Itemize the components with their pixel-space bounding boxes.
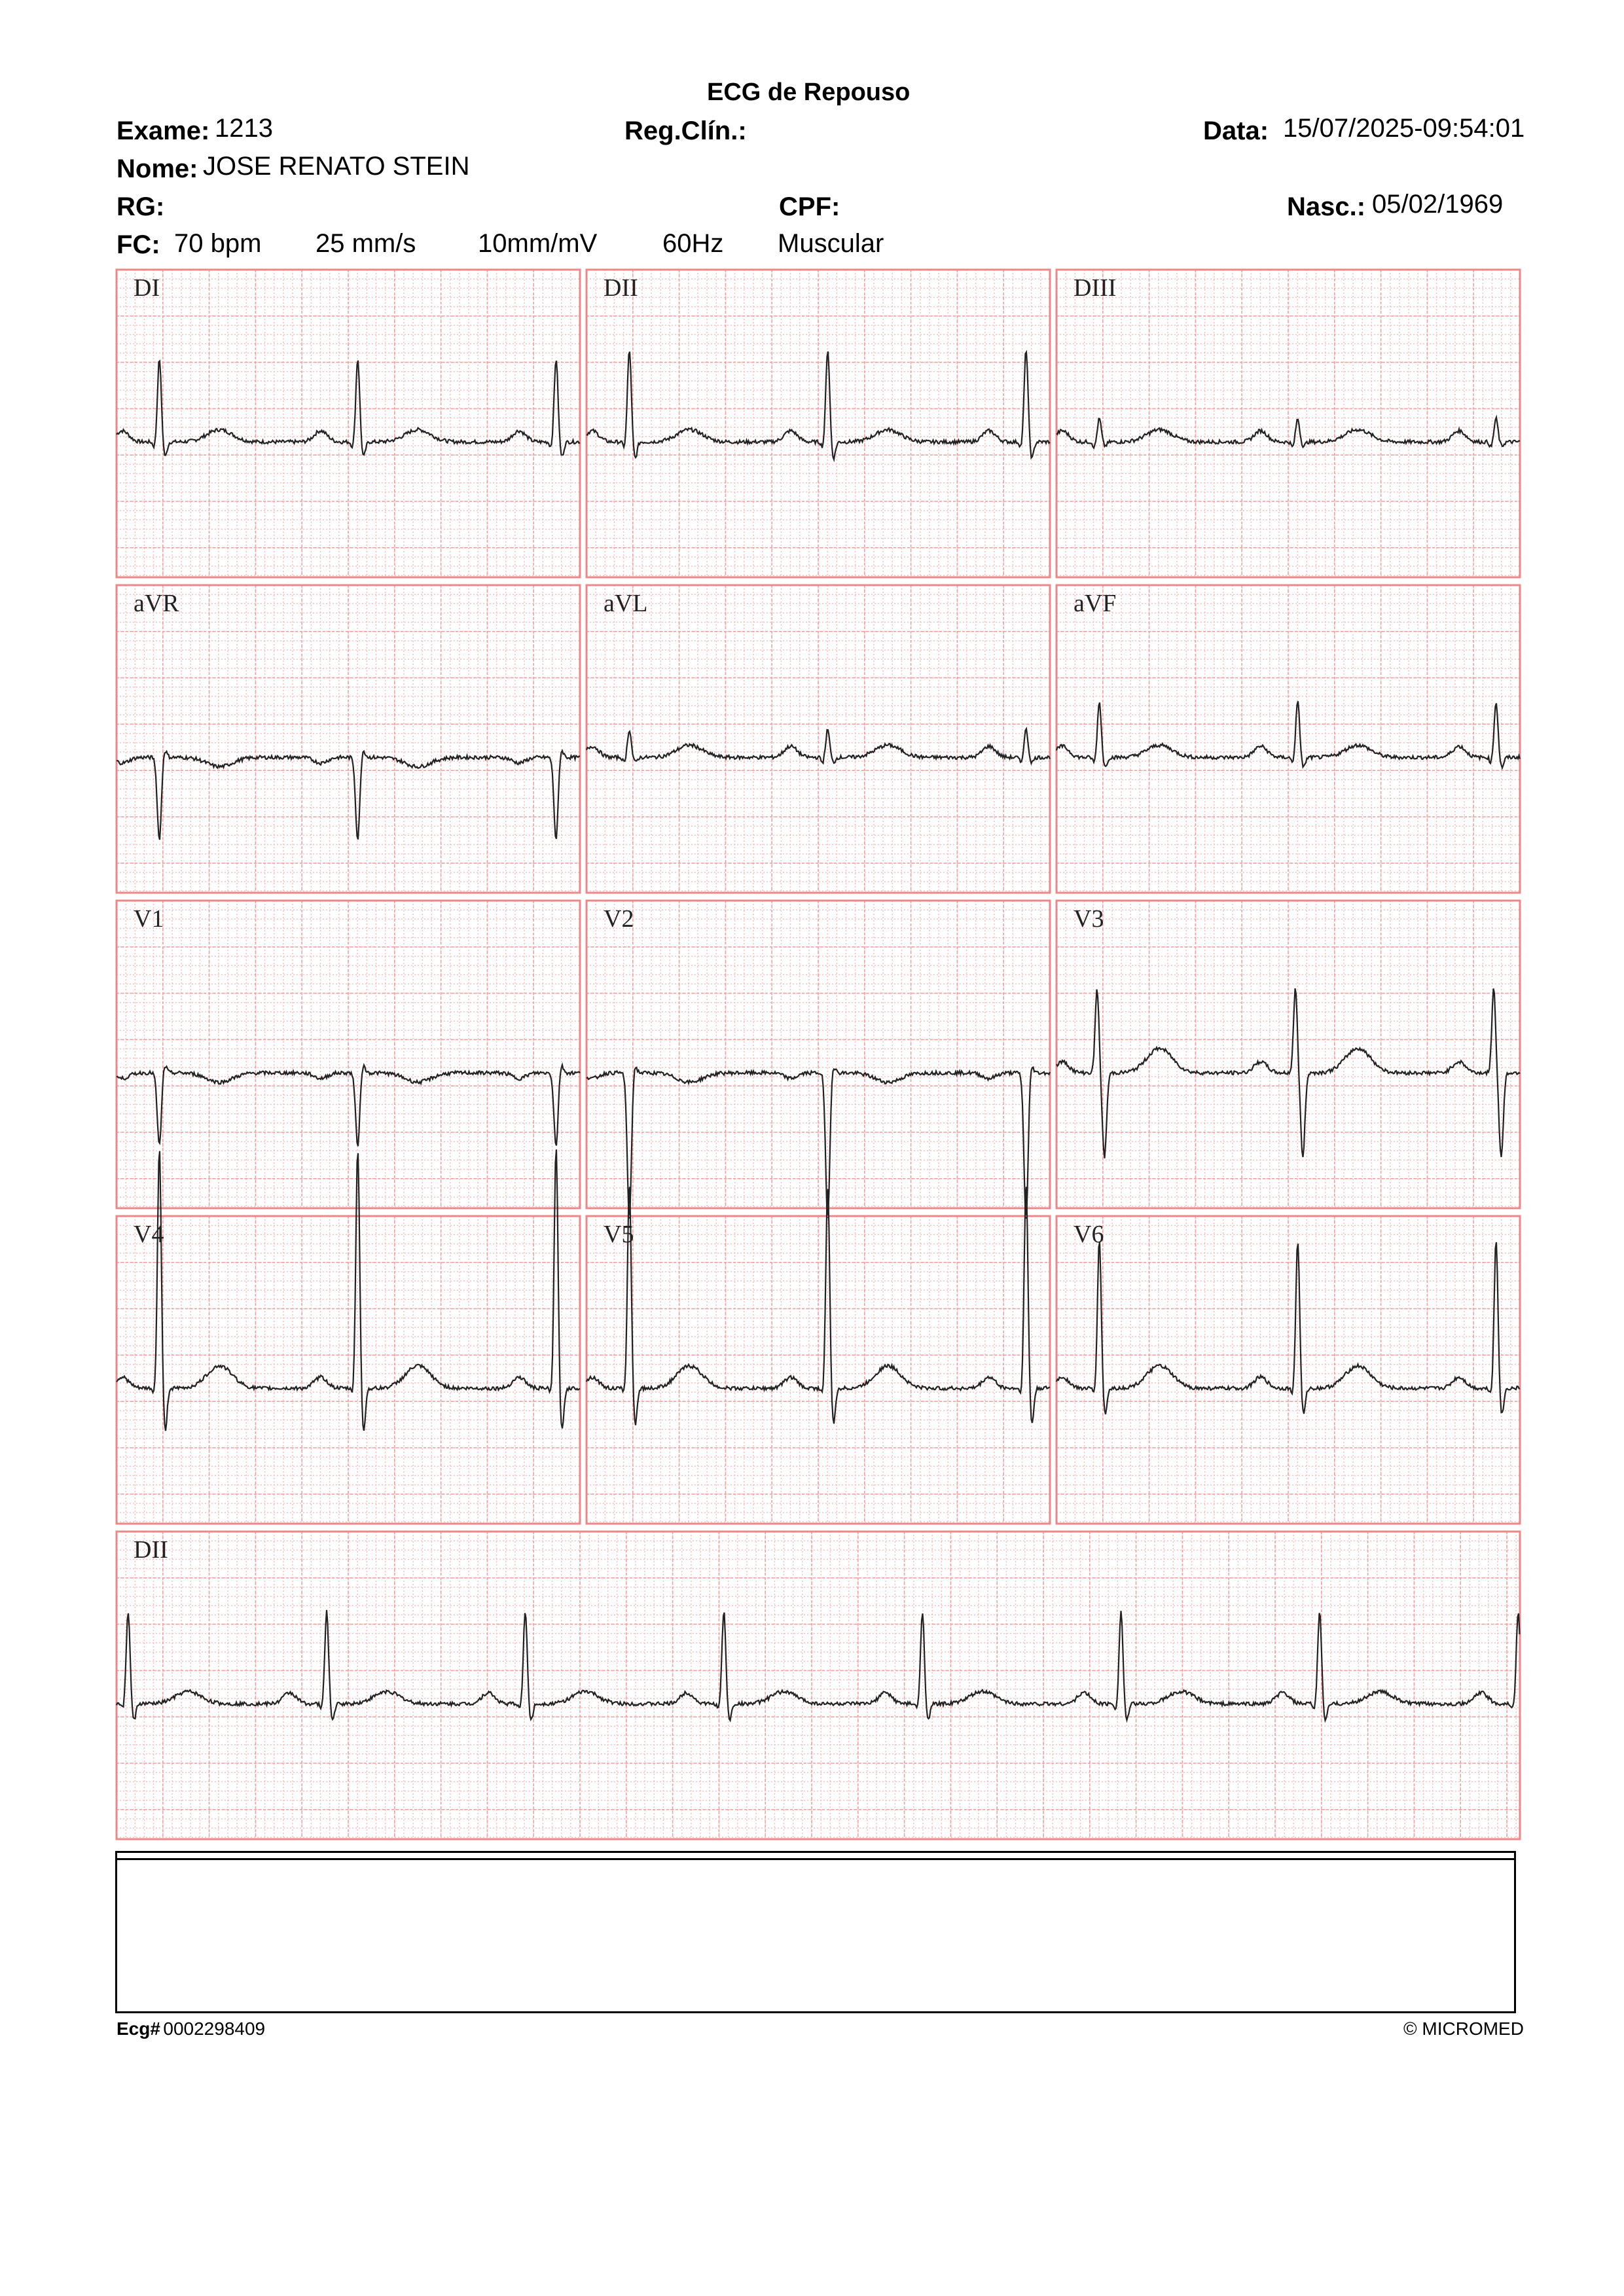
lead-panel-di [117, 270, 580, 577]
ecg-number [117, 2018, 265, 2039]
lead-label-v6: V6 [1074, 1221, 1104, 1248]
rhythm-strip-panel [117, 1532, 1520, 1839]
lead-label-v2: V2 [604, 905, 634, 933]
lead-label-rhythm: DII [134, 1536, 168, 1564]
lead-panel-v1 [117, 901, 580, 1208]
ecg-number-label: Ecg# [117, 2018, 160, 2039]
report-title: ECG de Repouso [707, 79, 911, 106]
ecg-number-value: 0002298409 [163, 2018, 266, 2039]
filter-type-value: Muscular [778, 229, 884, 258]
lead-label-avr: aVR [134, 590, 179, 617]
speed-value: 25 mm/s [316, 229, 416, 258]
copyright: © MICROMED [1403, 2018, 1524, 2039]
fc-label: FC: [117, 230, 160, 259]
lead-label-dii: DII [604, 274, 638, 302]
data-value: 15/07/2025-09:54:01 [1283, 114, 1525, 143]
lead-panel-v3 [1056, 901, 1520, 1208]
nome-value: JOSE RENATO STEIN [203, 152, 470, 181]
gain-value: 10mm/mV [478, 229, 598, 258]
lead-panel-v2 [586, 901, 1050, 1219]
regclin-label: Reg.Clín.: [624, 117, 747, 145]
exame-label: Exame: [117, 117, 210, 145]
lead-label-diii: DIII [1074, 274, 1117, 302]
comments-box-top-line [115, 1851, 1516, 1860]
lead-panel-v6 [1056, 1216, 1520, 1524]
lead-label-v1: V1 [134, 905, 164, 933]
lead-panel-avr [117, 585, 580, 893]
trace-rhythm-dii [117, 1610, 1520, 1721]
lead-label-di: DI [134, 274, 160, 302]
rg-label: RG: [117, 192, 165, 221]
nasc-value: 05/02/1969 [1372, 190, 1504, 219]
fc-value: 70 bpm [174, 229, 262, 258]
comments-box [115, 1851, 1516, 2013]
cpf-label: CPF: [779, 192, 840, 221]
nasc-label: Nasc.: [1287, 192, 1366, 221]
data-label: Data: [1203, 117, 1269, 145]
filter-freq-value: 60Hz [662, 229, 724, 258]
exame-value: 1213 [215, 114, 273, 143]
lead-panel-avl [586, 585, 1050, 893]
lead-label-avl: aVL [604, 590, 648, 617]
lead-label-v4: V4 [134, 1221, 164, 1248]
lead-label-v3: V3 [1074, 905, 1104, 933]
lead-panel-v5 [586, 1187, 1050, 1524]
lead-panel-diii [1056, 270, 1520, 577]
lead-panel-dii [586, 270, 1050, 577]
lead-label-v5: V5 [604, 1221, 634, 1248]
lead-label-avf: aVF [1074, 590, 1117, 617]
nome-label: Nome: [117, 154, 198, 183]
lead-panel-avf [1056, 585, 1520, 893]
